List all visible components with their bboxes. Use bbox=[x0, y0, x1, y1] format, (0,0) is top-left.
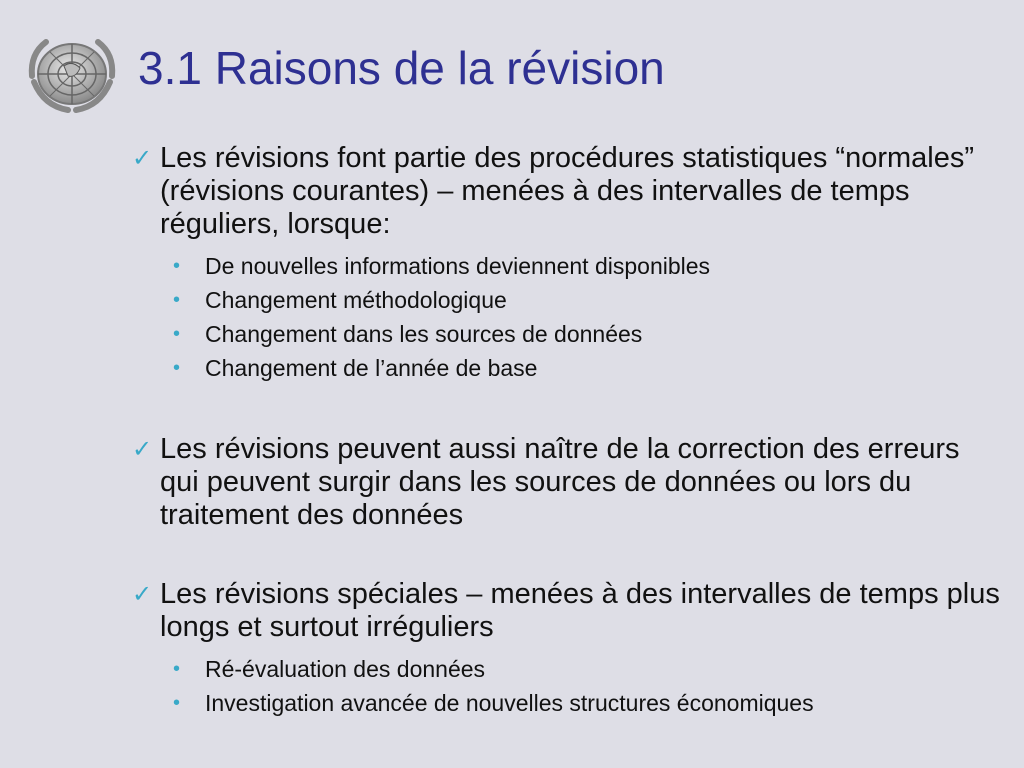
sub-item bbox=[169, 652, 1004, 686]
sub-item bbox=[169, 686, 1004, 720]
sub-item bbox=[169, 317, 1004, 351]
point-block bbox=[124, 433, 1004, 532]
bullet-icon: • bbox=[173, 658, 181, 680]
slide-title: 3.1 Raisons de la révision bbox=[138, 42, 665, 94]
bullet-icon: • bbox=[173, 255, 181, 277]
sub-list bbox=[124, 249, 1004, 385]
sub-item-text: Investigation avancée de nouvelles structures économiques bbox=[205, 690, 814, 716]
point-block bbox=[124, 578, 1004, 720]
sub-item bbox=[169, 351, 1004, 385]
checked-point bbox=[124, 142, 1004, 241]
point-text: Les révisions peuvent aussi naître de la correction des erreurs qui peuvent surgir dans les sources de données ou lors du traitement des données bbox=[160, 433, 960, 531]
sub-item bbox=[169, 249, 1004, 283]
sub-item bbox=[169, 283, 1004, 317]
bullet-icon: • bbox=[173, 323, 181, 345]
sub-item-text: Ré-évaluation des données bbox=[205, 656, 486, 682]
sub-item-text: De nouvelles informations deviennent disponibles bbox=[205, 253, 711, 279]
point-block bbox=[124, 142, 1004, 385]
bullet-icon: • bbox=[173, 692, 181, 714]
point-text: Les révisions spéciales – menées à des intervalles de temps plus longs et surtout irréguliers bbox=[160, 578, 1000, 643]
sub-item-text: Changement dans les sources de données bbox=[205, 321, 643, 347]
check-icon: ✓ bbox=[131, 580, 153, 608]
bullet-icon: • bbox=[173, 289, 181, 311]
check-icon: ✓ bbox=[131, 144, 153, 172]
slide-content bbox=[124, 142, 1004, 720]
bullet-icon: • bbox=[173, 357, 181, 379]
checked-point bbox=[124, 433, 1004, 532]
sub-item-text: Changement méthodologique bbox=[205, 287, 507, 313]
check-icon: ✓ bbox=[131, 435, 153, 463]
un-emblem-icon bbox=[24, 34, 120, 114]
checked-point bbox=[124, 578, 1004, 644]
point-text: Les révisions font partie des procédures statistiques “normales” (révisions courantes) – menées à des intervalles de temps réguliers, lorsque: bbox=[160, 142, 974, 240]
sub-list bbox=[124, 652, 1004, 720]
sub-item-text: Changement de l’année de base bbox=[205, 355, 538, 381]
